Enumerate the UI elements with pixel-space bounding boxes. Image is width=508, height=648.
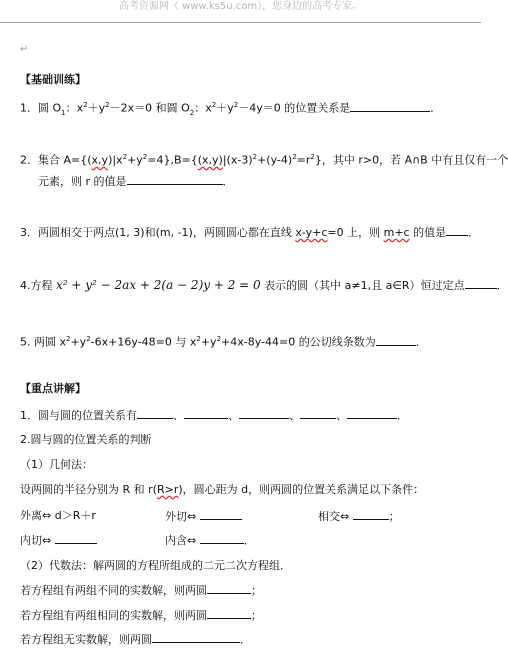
question-2-line-2: 元素，则 r 的值是 ． bbox=[38, 175, 234, 188]
point-geometric-method: （1）几何法： bbox=[20, 458, 93, 471]
point-algebraic-method: （2）代数法：解两圆的方程所组成的二元二次方程组． bbox=[20, 559, 291, 572]
answer-blank bbox=[350, 101, 430, 112]
contained: 内含⇔ ． bbox=[165, 534, 255, 547]
answer-blank bbox=[446, 225, 468, 236]
algebraic-two-different: 若方程组有两组不同的实数解，则两圆 ； bbox=[20, 584, 262, 597]
answer-blank bbox=[152, 632, 240, 643]
answer-blank bbox=[137, 408, 173, 419]
answer-blank bbox=[207, 583, 251, 594]
answer-blank bbox=[347, 408, 397, 419]
internal-tangent: 内切⇔ bbox=[20, 533, 97, 548]
question-1: 1．圆 $O_1$：$x^2+y^2-2x=0$ 和圆 $O_2$：$x^2+y^2-4y=0$ 的位置关系是 ． bbox=[20, 101, 442, 117]
answer-blank bbox=[55, 533, 97, 544]
answer-blank bbox=[376, 335, 416, 346]
question-5: 5. 两圆 $x^2+y^2-6x+16y-48=0$ 与 $x^2+y^2+4x-8y-44=0$ 的公切线条数为 ． bbox=[20, 335, 427, 349]
point-1: 1．圆与圆的位置关系有 、 、 、 、 ． bbox=[20, 409, 408, 422]
answer-blank bbox=[207, 608, 251, 619]
algebraic-no-solution: 若方程组无实数解，则两圆 ． bbox=[20, 633, 251, 646]
equation: x² + y² − 2ax + 2(a − 2)y + 2 = 0 bbox=[56, 278, 261, 292]
algebraic-two-same: 若方程组有两组相同的实数解，则两圆 ； bbox=[20, 609, 262, 622]
answer-blank bbox=[200, 533, 244, 544]
answer-blank bbox=[300, 408, 336, 419]
answer-blank bbox=[184, 408, 228, 419]
section-key-points-title: 【重点讲解】 bbox=[20, 382, 86, 395]
answer-blank bbox=[353, 509, 389, 520]
question-4: 4.方程 x² + y² − 2ax + 2(a − 2)y + 2 = 0 表示的圆（其中 a≠1,且 a∈R）恒过定点 ． bbox=[20, 278, 508, 292]
section-basic-training-title: 【基础训练】 bbox=[20, 73, 86, 86]
answer-blank bbox=[465, 278, 497, 289]
page-header bbox=[0, 0, 481, 23]
answer-blank bbox=[200, 509, 242, 520]
answer-blank bbox=[239, 408, 289, 419]
external-tangent: 外切⇔ bbox=[165, 509, 242, 524]
answer-blank bbox=[127, 174, 223, 185]
point-radius-condition: 设两圆的半径分别为 R 和 r(R>r)，圆心距为 d，则两圆的位置关系满足以下条件： bbox=[20, 483, 425, 496]
point-separate-tangent-intersect: 外离⇔ d＞R＋r bbox=[20, 509, 96, 522]
intersect: 相交⇔ ； bbox=[318, 510, 400, 523]
paragraph-mark: ↵ bbox=[20, 44, 29, 55]
point-2-title: 2.圆与圆的位置关系的判断 bbox=[20, 433, 152, 446]
question-3: 3．两圆相交于两点(1, 3)和(m, -1)，两圆圆心都在直线 x-y+c=0 上，则 m+c 的值是 ． bbox=[20, 226, 480, 239]
question-2: 2．集合 $A=\{(x,y)|x^2+y^2=4\},B=\{(x,y)|(x-3)^2+(y-4)^2=r^2\}$，其中 r>0，若 A∩B 中有且仅有一个 bbox=[20, 153, 508, 167]
header-text: 高考资源网（ www.ks5u.com），您身边的高考专家。 bbox=[118, 1, 363, 12]
